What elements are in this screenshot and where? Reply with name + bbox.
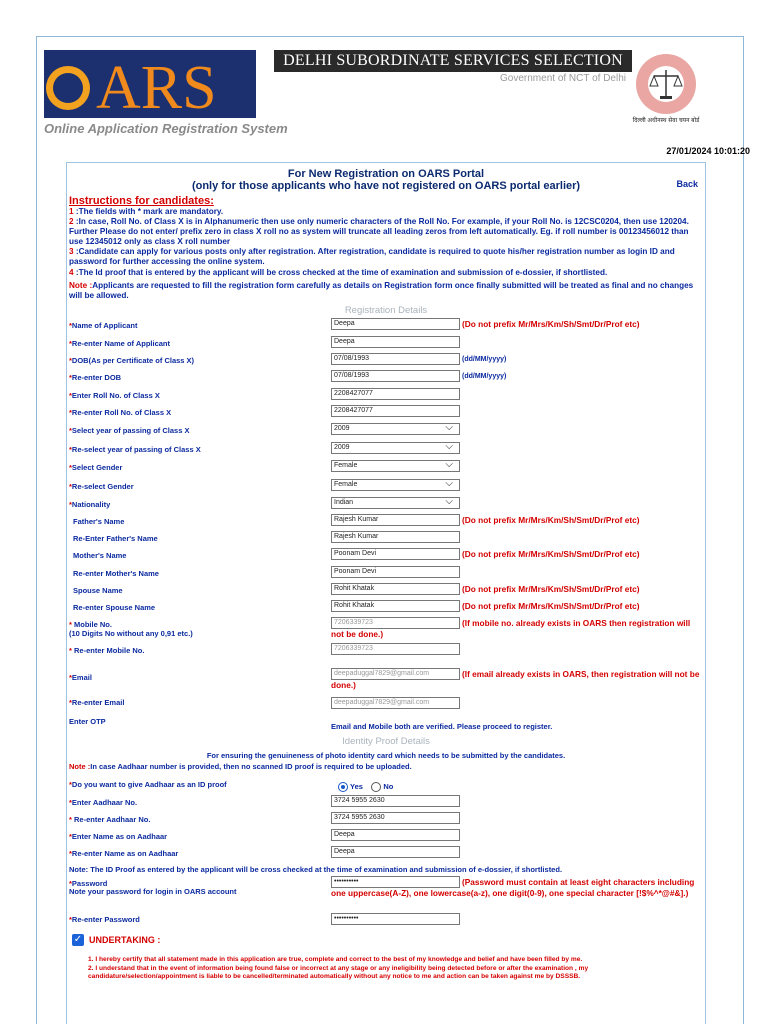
- gender-label: *Select Gender: [69, 463, 123, 472]
- mobile-label: * Mobile No.: [69, 620, 112, 629]
- roll-input[interactable]: 2208427077: [331, 388, 460, 400]
- registration-section-title: Registration Details: [344, 305, 428, 316]
- dob-label: *DOB(As per Certificate of Class X): [69, 356, 195, 365]
- reaadhaar-label: * Re-enter Aadhaar No.: [69, 815, 151, 824]
- chevron-down-icon: ⌵: [445, 423, 453, 433]
- mother-input[interactable]: Poonam Devi: [331, 548, 460, 560]
- svg-text:ARS: ARS: [96, 54, 217, 118]
- password-rule: (Password must contain at least eight characters including: [462, 877, 695, 887]
- email-warning: (If email already exists in OARS, then registration will not be: [462, 669, 700, 679]
- government-text: Government of NCT of Delhi: [500, 73, 626, 84]
- name-label: *Name of Applicant: [69, 321, 138, 330]
- genuineness-text: For ensuring the genuineness of photo identity card which needs to be submitted by the candidates.: [206, 751, 566, 760]
- oars-logo: [44, 50, 256, 118]
- reroll-input[interactable]: 2208427077: [331, 405, 460, 417]
- father-label: Father's Name: [73, 517, 125, 526]
- aadhaar-label: *Enter Aadhaar No.: [69, 798, 138, 807]
- instruction-item: 2 :In case, Roll No. of Class X is in Alphanumeric then use only numeric characters of the Roll No. For example, if your Roll No. is 12CSC0204, then use 120204. Further Please do not enter/ prefix zero in class X roll no as system will truncate all leading zeros from left automatically. Eg. if roll number is 00123456012 than use 12345012 only as class X roll number: [69, 217, 689, 246]
- refather-input[interactable]: Rajesh Kumar: [331, 531, 460, 543]
- yes-label: Yes: [350, 782, 363, 792]
- reroll-label: *Re-enter Roll No. of Class X: [69, 408, 172, 417]
- dob-input[interactable]: 07/08/1993: [331, 353, 460, 365]
- instruction-item: 4 :The Id proof that is entered by the applicant will be cross checked at the time of examination and submission of e-dossier, if shortlisted.: [69, 268, 608, 277]
- respouse-label: Re-enter Spouse Name: [73, 603, 156, 612]
- prefix-warning: (Do not prefix Mr/Mrs/Km/Sh/Smt/Dr/Prof etc): [462, 584, 640, 594]
- aadhaar-name-input[interactable]: Deepa: [331, 829, 460, 841]
- password-rule-cont: one uppercase(A-Z), one lowercase(a-z), one digit(0-9), one special character [!$%^*@#&].): [331, 888, 689, 898]
- reyear-select[interactable]: 2009 ⌵: [331, 442, 460, 454]
- name-input[interactable]: Deepa: [331, 318, 460, 330]
- remother-input[interactable]: Poonam Devi: [331, 566, 460, 578]
- remobile-input[interactable]: 7206339723: [331, 643, 460, 655]
- password-input[interactable]: ••••••••••: [331, 876, 460, 888]
- refather-label: Re-Enter Father's Name: [73, 534, 158, 543]
- spouse-label: Spouse Name: [73, 586, 123, 595]
- mother-label: Mother's Name: [73, 551, 127, 560]
- chevron-down-icon: ⌵: [445, 460, 453, 470]
- reyear-label: *Re-select year of passing of Class X: [69, 445, 201, 454]
- remother-label: Re-enter Mother's Name: [73, 569, 159, 578]
- email-input[interactable]: deepaduggal7829@gmail.com: [331, 668, 460, 680]
- logo-subtitle: Online Application Registration System: [44, 121, 288, 136]
- chevron-down-icon: ⌵: [445, 497, 453, 507]
- otp-label: Enter OTP: [69, 717, 106, 726]
- aadhaar-radio-group: [338, 778, 397, 796]
- reemail-label: *Re-enter Email: [69, 698, 125, 707]
- aadhaar-note: Note :In case Aadhaar number is provided, then no scanned ID proof is required to be uploaded.: [69, 762, 412, 771]
- undertaking-heading: UNDERTAKING :: [89, 935, 161, 945]
- mobile-warning-cont: not be done.): [331, 629, 384, 639]
- identity-section-title: Identity Proof Details: [342, 736, 430, 747]
- dob-format: (dd/MM/yyyy): [462, 356, 507, 363]
- password-label: *Password: [69, 879, 108, 888]
- regender-select[interactable]: Female ⌵: [331, 479, 460, 491]
- otp-status: Email and Mobile both are verified. Please proceed to register.: [331, 722, 553, 731]
- redob-input[interactable]: 07/08/1993: [331, 370, 460, 382]
- redob-format: (dd/MM/yyyy): [462, 373, 507, 380]
- chevron-down-icon: ⌵: [445, 442, 453, 452]
- aadhaar-input[interactable]: 3724 5955 2630: [331, 795, 460, 807]
- undertaking-checkbox[interactable]: ✓: [73, 934, 83, 945]
- year-label: *Select year of passing of Class X: [69, 426, 190, 435]
- undertaking-item: 2. I understand that in the event of information being found false or incorrect at any stage or any ineligibility being detected before or after the examination , my candidature/selection/appointment is liable to be cancelled/terminated automatically without any notice to me and action can be taken against me by DSSSB.: [88, 964, 589, 981]
- timestamp: 27/01/2024 10:01:20: [666, 146, 750, 156]
- email-warning-cont: done.): [331, 680, 356, 690]
- aadhaar-no-radio[interactable]: [371, 782, 381, 792]
- respouse-input[interactable]: Rohit Khatak: [331, 600, 460, 612]
- prefix-warning: (Do not prefix Mr/Mrs/Km/Sh/Smt/Dr/Prof etc): [462, 515, 640, 525]
- board-name: DELHI SUBORDINATE SERVICES SELECTION BOARD: [274, 50, 632, 72]
- reaadhaar-name-label: *Re-enter Name as on Aadhaar: [69, 849, 179, 858]
- email-label: *Email: [69, 673, 92, 682]
- nationality-label: *Nationality: [69, 500, 111, 509]
- prefix-warning: (Do not prefix Mr/Mrs/Km/Sh/Smt/Dr/Prof etc): [462, 601, 640, 611]
- regender-label: *Re-select Gender: [69, 482, 134, 491]
- password-hint: Note your password for login in OARS account: [69, 887, 237, 896]
- emblem-caption: दिल्ली अधीनस्थ सेवा चयन बोर्ड: [632, 118, 700, 124]
- roll-label: *Enter Roll No. of Class X: [69, 391, 160, 400]
- spouse-input[interactable]: Rohit Khatak: [331, 583, 460, 595]
- undertaking-list: [88, 956, 698, 982]
- repassword-input[interactable]: ••••••••••: [331, 913, 460, 925]
- dsssb-emblem-icon: [628, 52, 704, 124]
- redob-label: *Re-enter DOB: [69, 373, 122, 382]
- reemail-input[interactable]: deepaduggal7829@gmail.com: [331, 697, 460, 709]
- prefix-warning: (Do not prefix Mr/Mrs/Km/Sh/Smt/Dr/Prof etc): [462, 319, 640, 329]
- reaadhaar-input[interactable]: 3724 5955 2630: [331, 812, 460, 824]
- remobile-label: * Re-enter Mobile No.: [69, 646, 145, 655]
- prefix-warning: (Do not prefix Mr/Mrs/Km/Sh/Smt/Dr/Prof etc): [462, 549, 640, 559]
- aadhaar-question-label: *Do you want to give Aadhaar as an ID proof: [69, 780, 227, 789]
- form-subtitle: (only for those applicants who have not registered on OARS portal earlier): [191, 180, 581, 192]
- chevron-down-icon: ⌵: [445, 479, 453, 489]
- instructions-heading: Instructions for candidates:: [69, 195, 214, 207]
- reaadhaar-name-input[interactable]: Deepa: [331, 846, 460, 858]
- back-link[interactable]: Back: [676, 179, 698, 189]
- gender-select[interactable]: Female ⌵: [331, 460, 460, 472]
- aadhaar-name-label: *Enter Name as on Aadhaar: [69, 832, 168, 841]
- instruction-item: 3 :Candidate can apply for various posts only after registration. After registration, candidate is required to quote his/her registration number as login ID and password for further accessing the online system.: [69, 247, 675, 266]
- mobile-warning: (If mobile no. already exists in OARS then registration will: [462, 618, 691, 628]
- father-input[interactable]: Rajesh Kumar: [331, 514, 460, 526]
- mobile-input[interactable]: 7206339723: [331, 617, 460, 629]
- mobile-hint: (10 Digits No without any 0,91 etc.): [69, 629, 193, 638]
- undertaking-item: 1. I hereby certify that all statement made in this application are true, complete and correct to the best of my knowledge and belief and have been filled by me.: [88, 956, 583, 963]
- no-label: No: [383, 782, 394, 792]
- rename-label: *Re-enter Name of Applicant: [69, 339, 170, 348]
- year-select[interactable]: 2009 ⌵: [331, 423, 460, 435]
- form-title: For New Registration on OARS Portal: [287, 168, 485, 180]
- nationality-select[interactable]: Indian ⌵: [331, 497, 460, 509]
- repassword-label: *Re-enter Password: [69, 915, 140, 924]
- aadhaar-yes-radio[interactable]: [338, 782, 348, 792]
- instructions-note: Note :Applicants are requested to fill the registration form carefully as details on Registration form once finally submitted will be treated as final and no changes will be allowed.: [69, 281, 694, 300]
- rename-input[interactable]: Deepa: [331, 336, 460, 348]
- crosscheck-note: Note: The ID Proof as entered by the applicant will be cross checked at the time of examination and submission of e-dossier, if shortlisted.: [69, 865, 563, 874]
- instruction-item: 1 :The fields with * mark are mandatory.: [69, 207, 224, 216]
